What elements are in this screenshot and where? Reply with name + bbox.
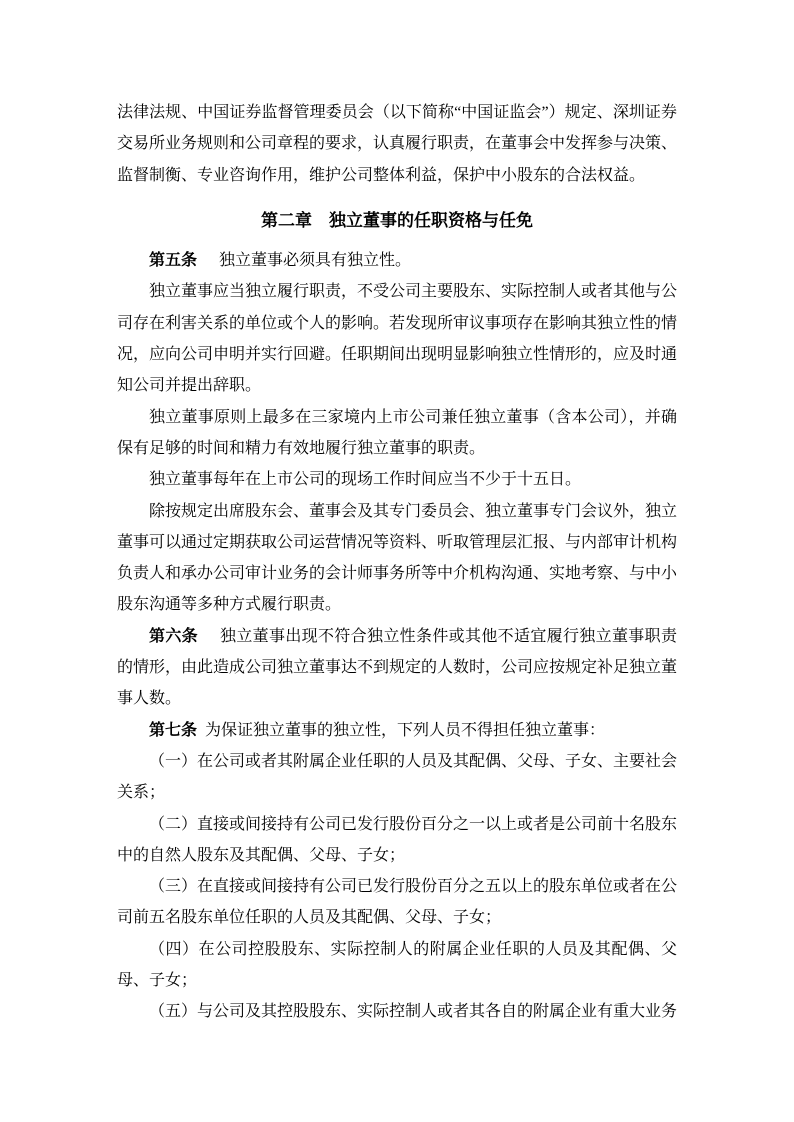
article-7-paragraph: [117, 715, 677, 746]
paragraph-work-methods: 除按规定出席股东会、董事会及其专门委员会、独立董事专门会议外，独立董事可以通过定期获取公司运营情况等资料、听取管理层汇报、与内部审计机构负责人和承办公司审计业务的会计师事务所等中介机构沟通、实地考察、与中小股东沟通等多种方式履行职责。: [117, 502, 678, 614]
article-6-text: 独立董事出现不符合独立性条件或其他不适宜履行独立董事职责的情形，由此造成公司独立董事达不到规定的人数时，公司应按规定补足独立董事人数。: [117, 627, 678, 708]
paragraph-concurrent-posts: 独立董事原则上最多在三家境内上市公司兼任独立董事（含本公司），并确保有足够的时间和精力有效地履行独立董事的职责。: [117, 408, 677, 457]
prohibited-item-4: （四）在公司控股股东、实际控制人的附属企业任职的人员及其配偶、父母、子女；: [117, 940, 677, 990]
article-5-text: 独立董事必须具有独立性。: [219, 252, 412, 270]
article-6-paragraph: [117, 621, 677, 715]
paragraph-independent-duty: 独立董事应当独立履行职责，不受公司主要股东、实际控制人或者其他与公司存在利害关系的单位或个人的影响。若发现所审议事项存在影响其独立性的情况，应向公司申明并实行回避。任职期间出现明显影响独立性情形的，应及时通知公司并提出辞职。: [117, 283, 678, 395]
article-6-label: 第六条: [149, 627, 198, 645]
chapter-title: 独立董事的任职资格与任免: [329, 210, 533, 230]
chapter-number: 第二章: [261, 210, 312, 230]
article-7-label: 第七条: [149, 721, 198, 739]
chapter-heading: [117, 205, 677, 236]
article-5-label: 第五条: [149, 252, 198, 270]
prohibited-item-2: （二）直接或间接持有公司已发行股份百分之一以上或者是公司前十名股东中的自然人股东及其配偶、父母、子女；: [117, 815, 678, 864]
article-5-paragraph: [117, 245, 677, 276]
article-7-text: 为保证独立董事的独立性，下列人员不得担任独立董事：: [205, 721, 606, 739]
prohibited-item-5: （五）与公司及其控股股东、实际控制人或者其各自的附属企业有重大业务: [149, 1003, 678, 1021]
paragraph-onsite-days: 独立董事每年在上市公司的现场工作时间应当不少于十五日。: [149, 471, 582, 489]
prohibited-item-1: （一）在公司或者其附属企业任职的人员及其配偶、父母、子女、主要社会关系；: [117, 752, 678, 802]
document-body: [117, 97, 677, 1028]
intro-continuation-paragraph: 法律法规、中国证券监督管理委员会（以下简称“中国证监会”）规定、深圳证券交易所业务规则和公司章程的要求，认真履行职责，在董事会中发挥参与决策、监督制衡、专业咨询作用，维护公司整体利益，保护中小股东的合法权益。: [117, 104, 678, 184]
prohibited-item-3: （三）在直接或间接持有公司已发行股份百分之五以上的股东单位或者在公司前五名股东单位任职的人员及其配偶、父母、子女；: [117, 878, 678, 927]
